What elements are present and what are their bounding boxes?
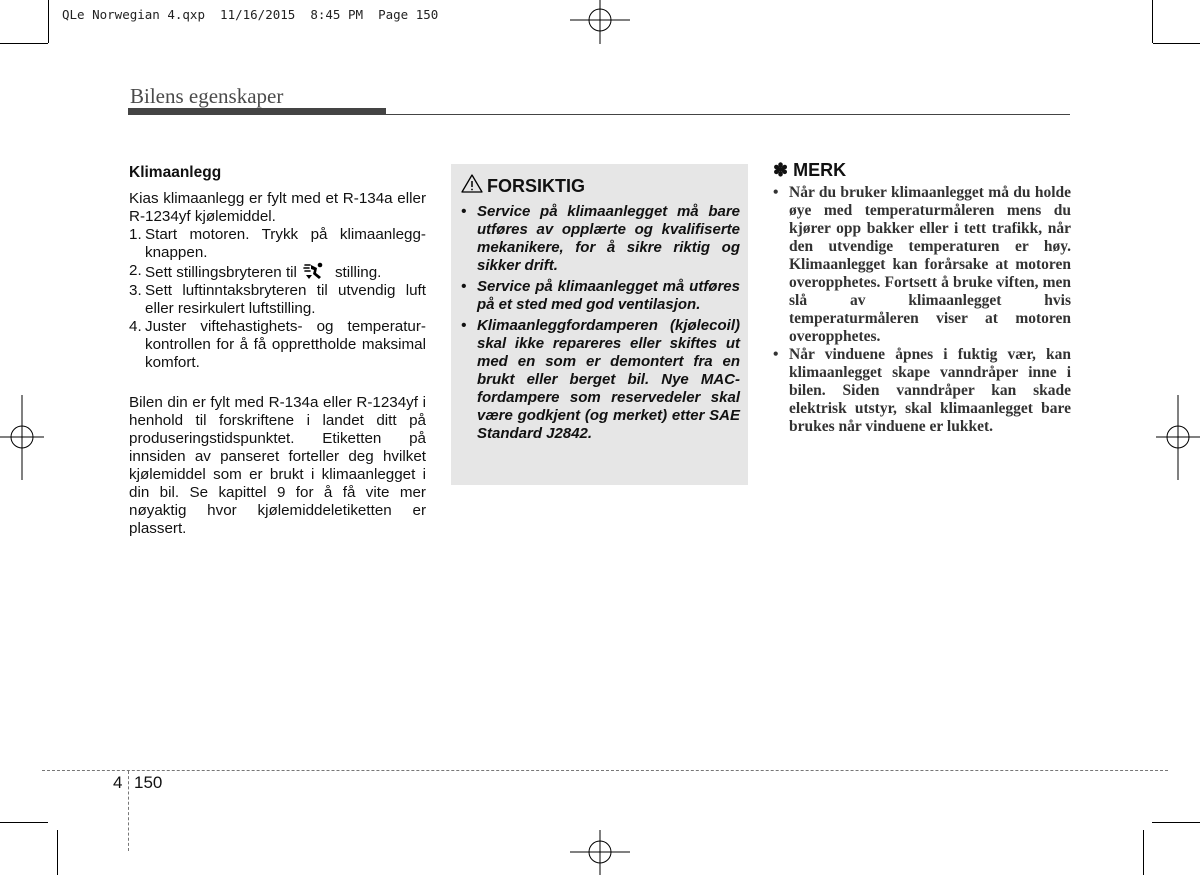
step-number: 4. (129, 318, 142, 335)
caution-item (461, 203, 740, 275)
print-slug: QLe Norwegian 4.qxp 11/16/2015 8:45 PM Page 150 (62, 7, 439, 22)
registration-mark-bottom (570, 830, 630, 875)
registration-mark-left (0, 395, 44, 480)
caution-item (461, 278, 740, 314)
caution-text: Service på klimaanlegget må utføres på et sted med god ventilasjon. (477, 278, 740, 313)
bullet: • (461, 317, 467, 334)
caution-item (461, 317, 740, 443)
caution-text: Klimaanleggfordamperen (kjølecoil) skal ikke repareres eller skiftes ut med en som er demontert fra en brukt eller berget bil. Nye MAC-fordampere som reservedeler skal være godkjent (og merket) etter SAE Standard J2842. (477, 317, 740, 442)
step-text: Juster viftehastighets- og temperatur-kontrollen for å få opprettholde maksimal komfort. (145, 318, 426, 371)
step-number: 3. (129, 282, 142, 299)
step-text (145, 262, 426, 282)
step-number: 1. (129, 226, 142, 243)
crop-mark (1152, 0, 1153, 43)
foot-defrost-mode-icon (303, 262, 327, 280)
step-text-before: Sett stillingsbryteren til (145, 264, 297, 281)
step-item (129, 318, 426, 372)
step-text-after: stilling. (334, 264, 382, 281)
step-item (129, 262, 426, 282)
header-rule (386, 114, 1070, 115)
page-number: 150 (134, 773, 163, 792)
caution-text: Service på klimaanlegget må bare utføres av opplærte og kvalifiserte mekanikere, for å sikre riktig og sikker drift. (477, 203, 740, 274)
note-item (773, 346, 1071, 436)
step-text: Sett luftinntaksbryteren til utvendig luft eller resirkulert luftstilling. (145, 282, 426, 317)
chapter-number: 4 (113, 773, 123, 792)
note-item (773, 184, 1071, 346)
bullet: • (773, 184, 779, 201)
step-text: Start motoren. Trykk på klimaanlegg-knappen. (145, 226, 426, 261)
warning-triangle-icon (461, 174, 483, 198)
bullet: • (461, 203, 467, 220)
step-item (129, 282, 426, 318)
crop-mark (0, 43, 48, 44)
header-bar (128, 108, 386, 115)
crop-mark (1153, 43, 1200, 44)
note-symbol: ✽ (773, 160, 789, 180)
registration-mark-top (570, 0, 630, 44)
crop-mark (1143, 830, 1144, 875)
note-text: Når vinduene åpnes i fuktig vær, kan klimaanlegget skape vanndråper inne i bilen. Siden vanndråper kan skade elektrisk utstyr, skal klimaanlegget bare brukes når vinduene er lukket. (789, 346, 1071, 435)
section-title: Bilens egenskaper (130, 84, 284, 108)
intro-text: Kias klimaanlegg er fylt med et R-134a eller R-1234yf kjølemiddel. (129, 190, 426, 225)
caution-box (451, 164, 748, 485)
footer-dashed-rule (42, 770, 1168, 771)
note-title: MERK (793, 160, 847, 180)
caution-title: FORSIKTIG (487, 175, 585, 196)
steps-list (129, 226, 426, 372)
refrigerant-paragraph: Bilen din er fylt med R-134a eller R-1234yf i henhold til forskriftene i landet ditt på produseringstidspunktet. Etiketten på innsiden av panseret forteller deg hvilket kjølemiddel som er brukt i klimaanlegget i din bil. Se kapittel 9 for å få vite mer nøyaktig hvor kjølemiddeletiketten er plassert. (129, 394, 426, 537)
bullet: • (461, 278, 467, 295)
crop-mark (1152, 822, 1200, 823)
caution-header (461, 174, 740, 198)
bullet: • (773, 346, 779, 363)
footer-dashed-divider (128, 771, 129, 851)
climate-section (129, 164, 426, 538)
crop-mark (57, 830, 58, 875)
climate-heading: Klimaanlegg (129, 164, 222, 181)
note-section (773, 160, 1071, 436)
crop-mark (48, 0, 49, 43)
note-list (773, 184, 1071, 436)
step-item (129, 226, 426, 262)
registration-mark-right (1156, 395, 1200, 480)
note-header (773, 160, 1071, 181)
caution-list (461, 203, 740, 443)
crop-mark (0, 822, 48, 823)
step-number: 2. (129, 262, 142, 279)
note-text: Når du bruker klimaanlegget må du holde øye med temperaturmåleren mens du kjører opp bakker eller i tett trafikk, når den utvendige temperaturen er høy. Klimaanlegget kan forårsake at motoren overopphetes. Fortsett å bruke viften, men slå av klimaanlegget hvis temperaturmåleren viser at motoren overopphetes. (789, 184, 1071, 345)
